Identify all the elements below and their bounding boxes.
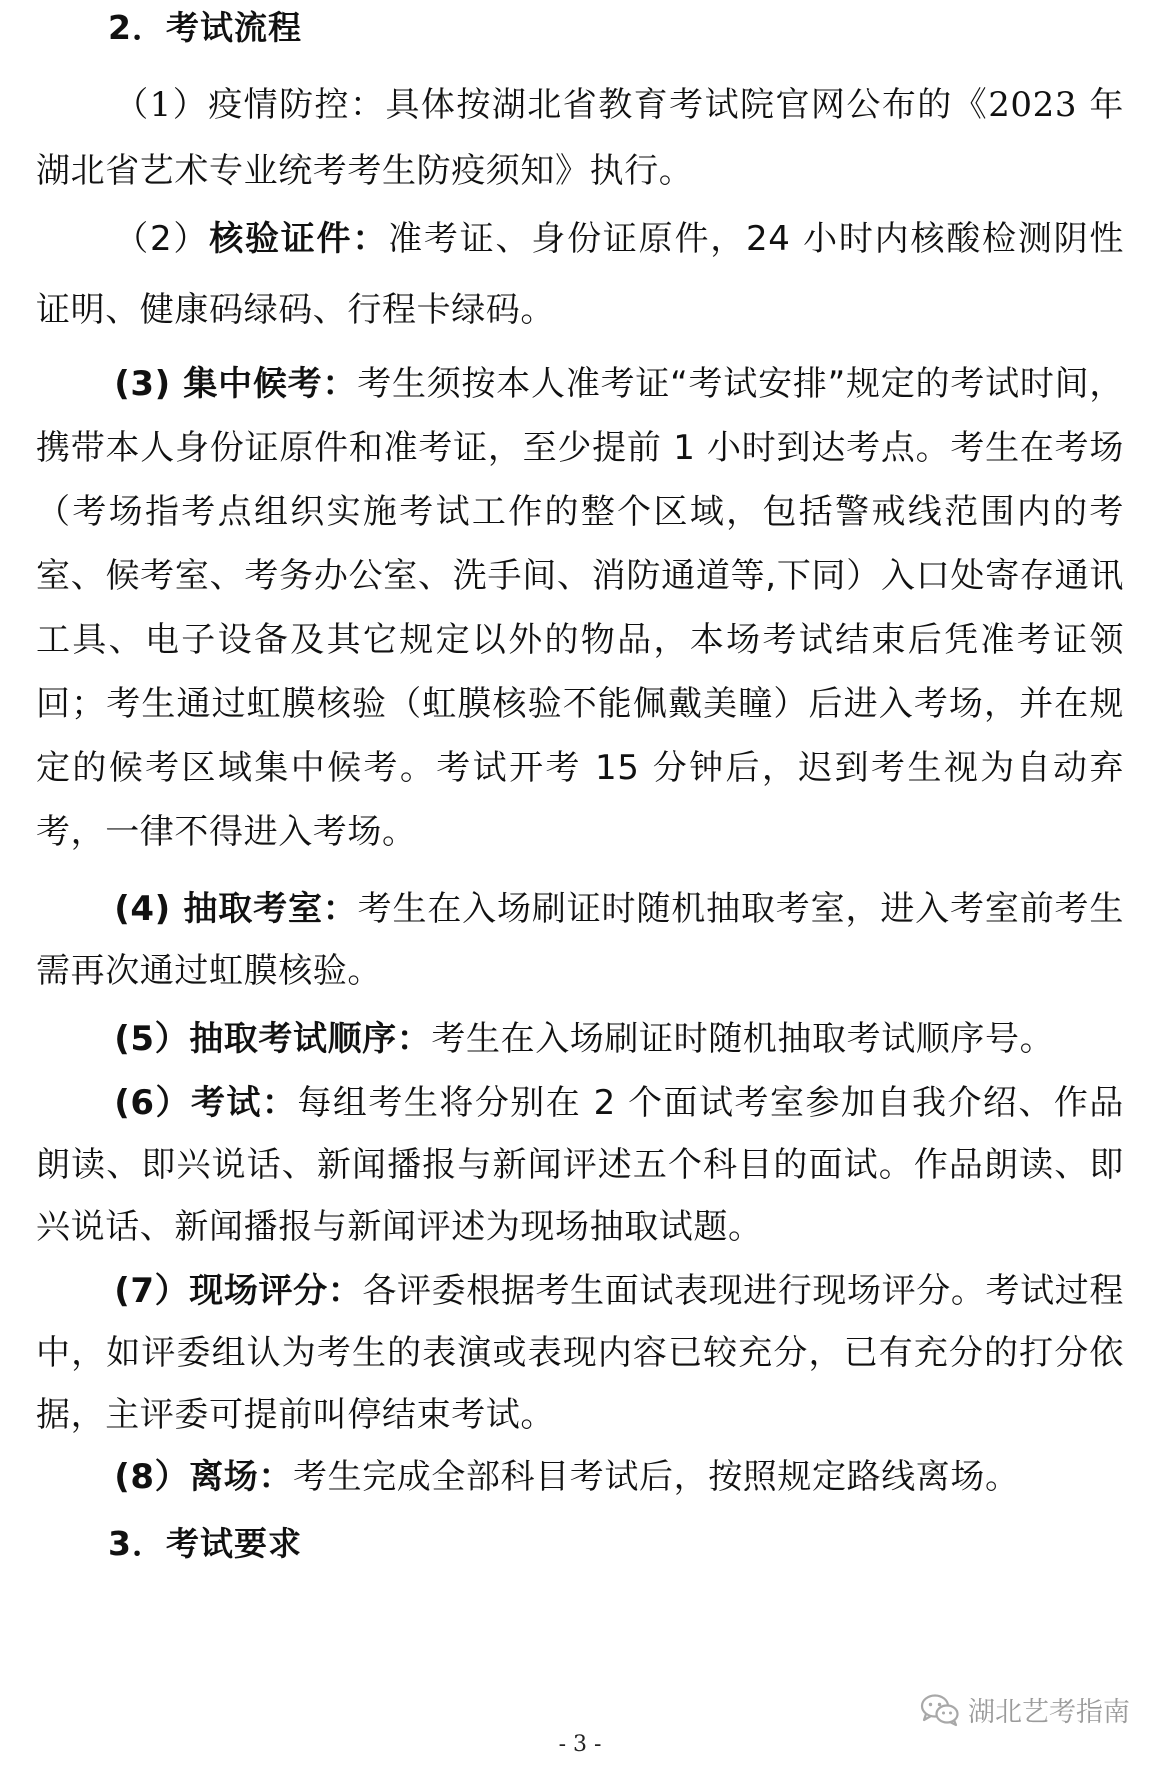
- item-2-text: 准考证、身份证原件，24 小时内核酸检测阴性证明、健康码绿码、行程卡绿码。: [36, 219, 1124, 330]
- item-6-title: 考试：: [190, 1083, 298, 1123]
- item-2-number: （2）: [114, 219, 210, 259]
- item-3-paragraph: [36, 352, 1124, 864]
- item-8-text: 考生完成全部科目考试后，按照规定路线离场。: [293, 1457, 1020, 1497]
- watermark-text: 湖北艺考指南: [968, 1697, 1130, 1728]
- item-1-title: 疫情防控：: [208, 85, 386, 125]
- item-2-title: 核验证件：: [209, 219, 389, 259]
- item-6-paragraph: [36, 1072, 1124, 1258]
- item-4-number: (4): [114, 889, 184, 929]
- item-8-paragraph: [36, 1446, 1124, 1508]
- item-4-paragraph: [36, 878, 1124, 1002]
- item-2-paragraph: [36, 204, 1124, 346]
- item-3-number: (3): [114, 364, 184, 404]
- item-1-number: （1）: [114, 85, 209, 125]
- item-8-title: 离场：: [189, 1457, 293, 1497]
- item-5-number: (5）: [114, 1019, 190, 1059]
- item-7-number: (7）: [114, 1271, 190, 1311]
- item-8-number: (8）: [114, 1457, 190, 1497]
- item-7-text: 各评委根据考生面试表现进行现场评分。考试过程中，如评委组认为考生的表演或表现内容已较充分，已有充分的打分依据，主评委可提前叫停结束考试。: [36, 1271, 1124, 1435]
- item-7-paragraph: [36, 1260, 1124, 1446]
- page-number: - 3 -: [558, 1732, 602, 1757]
- item-7-title: 现场评分：: [189, 1271, 363, 1311]
- item-5-paragraph: [36, 1008, 1124, 1070]
- item-5-title: 抽取考试顺序：: [189, 1019, 432, 1059]
- item-4-text: 考生在入场刷证时随机抽取考室，进入考室前考生需再次通过虹膜核验。: [36, 889, 1124, 991]
- item-3-title: 集中候考：: [183, 364, 358, 404]
- item-6-text: 每组考生将分别在 2 个面试考室参加自我介绍、作品朗读、即兴说话、新闻播报与新闻评述五个科目的面试。作品朗读、即兴说话、新闻播报与新闻评述为现场抽取试题。: [36, 1083, 1124, 1247]
- item-3-text: 考生须按本人准考证“考试安排”规定的考试时间，携带本人身份证原件和准考证，至少提前 1 小时到达考点。考生在考场（考场指考点组织实施考试工作的整个区域，包括警戒线范围内的考室、候考室、考务办公室、洗手间、消防通道等,下同）入口处寄存通讯工具、电子设备及其它规定以外的物品，本场考试结束后凭准考证领回；考生通过虹膜核验（虹膜核验不能佩戴美瞳）后进入考场，并在规定的候考区域集中候考。考试开考 15 分钟后，迟到考生视为自动弃考，一律不得进入考场。: [36, 364, 1124, 852]
- item-5-text: 考生在入场刷证时随机抽取考试顺序号。: [431, 1019, 1055, 1059]
- section-heading-exam-requirements: 3．考试要求: [108, 1524, 302, 1563]
- item-4-title: 抽取考室：: [183, 889, 358, 929]
- section-heading-exam-process: 2．考试流程: [108, 8, 302, 47]
- item-1-text: 具体按湖北省教育考试院官网公布的《2023 年湖北省艺术专业统考考生防疫须知》执行。: [36, 85, 1124, 191]
- document-body: [36, 8, 1124, 1564]
- item-6-number: (6）: [114, 1083, 191, 1123]
- wechat-icon: [920, 1693, 960, 1727]
- item-1-paragraph: [36, 72, 1124, 204]
- watermark: [920, 1690, 1130, 1729]
